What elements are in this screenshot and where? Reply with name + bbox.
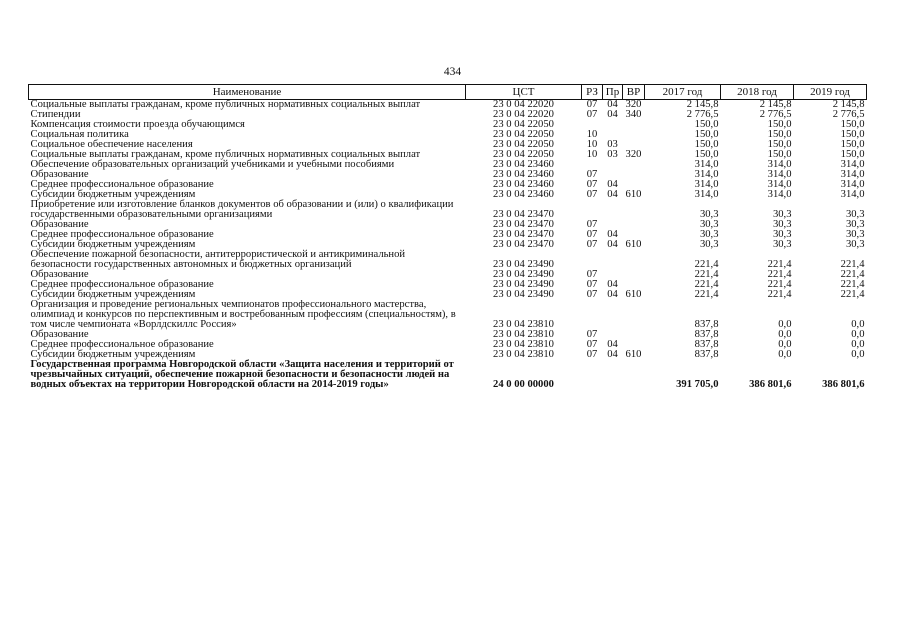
header-2017: 2017 год — [645, 85, 721, 100]
cell-name: Обеспечение образовательных организаций учебниками и учебными пособиями — [30, 159, 395, 170]
cell-name: Среднее профессиональное образование — [30, 339, 214, 350]
cell-pr — [603, 360, 623, 390]
cell-pr — [603, 300, 623, 330]
budget-table — [28, 84, 867, 390]
cell-pr — [603, 120, 623, 130]
cell-pr: 04 — [607, 289, 618, 300]
cell-2018: 30,3 — [772, 219, 792, 230]
cell-vr: 610 — [625, 289, 642, 300]
cell-2018: 0,0 — [778, 349, 792, 360]
cell-cst: 23 0 04 23810 — [493, 339, 554, 350]
cell-2017: 221,4 — [694, 279, 719, 290]
cell-2017: 150,0 — [694, 129, 719, 140]
cell-cst: 23 0 04 22050 — [493, 139, 554, 150]
cell-pr: 03 — [607, 149, 618, 160]
header-cst: ЦСТ — [466, 85, 582, 100]
cell-name: Субсидии бюджетным учреждениям — [30, 239, 196, 250]
cell-2018: 150,0 — [767, 119, 792, 130]
cell-vr: 340 — [625, 109, 642, 120]
cell-cst: 23 0 04 22020 — [493, 99, 554, 110]
cell-2017: 150,0 — [694, 139, 719, 150]
cell-2017: 837,8 — [694, 349, 719, 360]
cell-vr: 610 — [625, 349, 642, 360]
cell-2018: 221,4 — [767, 269, 792, 280]
cell-2019: 221,4 — [840, 269, 865, 280]
cell-rz: 07 — [586, 99, 598, 110]
cell-2019: 30,3 — [845, 229, 865, 240]
cell-2017: 2 776,5 — [686, 109, 719, 120]
cell-2018: 314,0 — [767, 159, 792, 170]
cell-vr — [623, 330, 645, 340]
cell-cst: 23 0 04 22050 — [493, 149, 554, 160]
cell-2019: 221,4 — [840, 259, 865, 270]
cell-2018: 221,4 — [767, 259, 792, 270]
cell-2018: 386 801,6 — [749, 379, 792, 390]
cell-pr: 04 — [607, 99, 618, 110]
cell-name: Компенсация стоимости проезда обучающимся — [30, 119, 245, 130]
cell-name: Социальное обеспечение населения — [30, 139, 193, 150]
cell-cst: 23 0 04 23490 — [493, 279, 554, 290]
cell-2019: 150,0 — [840, 119, 865, 130]
cell-cst: 23 0 04 22050 — [493, 119, 554, 130]
cell-2019: 314,0 — [840, 179, 865, 190]
cell-cst: 23 0 04 23470 — [493, 239, 554, 250]
cell-2017: 314,0 — [694, 159, 719, 170]
cell-name: Среднее профессиональное образование — [30, 229, 214, 240]
cell-name: Субсидии бюджетным учреждениям — [30, 289, 196, 300]
cell-vr — [623, 160, 645, 170]
header-rz: РЗ — [582, 85, 603, 100]
cell-vr — [623, 220, 645, 230]
table-row — [29, 100, 867, 111]
page-number: 434 — [443, 66, 462, 78]
cell-cst: 23 0 04 23810 — [493, 349, 554, 360]
cell-2018: 2 776,5 — [759, 109, 792, 120]
cell-rz: 07 — [586, 179, 598, 190]
header-vr: ВР — [623, 85, 645, 100]
cell-rz: 07 — [586, 269, 598, 280]
header-row — [29, 85, 867, 100]
table-row — [29, 250, 867, 270]
cell-rz: 07 — [586, 289, 598, 300]
cell-2019: 2 776,5 — [832, 109, 865, 120]
cell-2019: 221,4 — [840, 289, 865, 300]
cell-name: Социальные выплаты гражданам, кроме публичных нормативных социальных выплат — [30, 99, 421, 110]
cell-rz: 07 — [586, 169, 598, 180]
table-row — [29, 200, 867, 220]
cell-vr — [623, 170, 645, 180]
cell-name: Приобретение или изготовление бланков документов об образовании и (или) о квалификации государственными образовательными организациями — [30, 199, 454, 220]
table-header — [29, 85, 867, 100]
cell-rz: 07 — [586, 109, 598, 120]
cell-cst: 23 0 04 23810 — [493, 319, 554, 330]
cell-2019: 314,0 — [840, 189, 865, 200]
cell-name: Социальные выплаты гражданам, кроме публичных нормативных социальных выплат — [30, 149, 421, 160]
cell-vr — [623, 250, 645, 270]
cell-rz — [582, 300, 603, 330]
cell-cst: 23 0 04 23460 — [493, 179, 554, 190]
cell-cst: 23 0 04 23490 — [493, 269, 554, 280]
cell-vr — [623, 360, 645, 390]
cell-name: Организация и проведение региональных чемпионатов профессионального мастерства, олимпиад и конкурсов по перспективным и востребованным профессиям (специальностям), в том числе чемпионата «Ворлдскиллс Россия» — [30, 299, 456, 330]
cell-2017: 30,3 — [699, 239, 719, 250]
cell-cst: 23 0 04 23460 — [493, 189, 554, 200]
cell-2018: 30,3 — [772, 239, 792, 250]
cell-rz — [582, 250, 603, 270]
cell-vr: 610 — [625, 239, 642, 250]
cell-name: Среднее профессиональное образование — [30, 279, 214, 290]
cell-pr: 04 — [607, 349, 618, 360]
cell-name: Образование — [30, 169, 89, 180]
cell-pr: 04 — [607, 189, 618, 200]
cell-cst: 23 0 04 23470 — [493, 219, 554, 230]
cell-2019: 150,0 — [840, 149, 865, 160]
cell-2017: 150,0 — [694, 149, 719, 160]
cell-pr: 04 — [607, 239, 618, 250]
cell-name: Субсидии бюджетным учреждениям — [30, 349, 196, 360]
cell-cst: 24 0 00 00000 — [493, 379, 554, 390]
cell-name: Государственная программа Новгородской области «Защита населения и территорий от чрезвычайных ситуаций, обеспечение пожарной безопасности и безопасности людей на водных объектах на территории Новгородской области на 2014-2019 годы» — [30, 359, 454, 390]
cell-pr — [603, 250, 623, 270]
table-row — [29, 120, 867, 130]
cell-2017: 30,3 — [699, 229, 719, 240]
cell-2018: 0,0 — [778, 339, 792, 350]
cell-2019: 0,0 — [851, 339, 865, 350]
cell-vr — [623, 130, 645, 140]
cell-name: Образование — [30, 219, 89, 230]
table-row — [29, 160, 867, 170]
cell-2018: 314,0 — [767, 189, 792, 200]
cell-2017: 314,0 — [694, 169, 719, 180]
cell-2018: 0,0 — [778, 319, 792, 330]
cell-vr — [623, 200, 645, 220]
cell-2017: 314,0 — [694, 179, 719, 190]
table-row — [29, 300, 867, 330]
cell-2018: 30,3 — [772, 229, 792, 240]
cell-cst: 23 0 04 22050 — [493, 129, 554, 140]
cell-name: Субсидии бюджетным учреждениям — [30, 189, 196, 200]
cell-2019: 30,3 — [845, 219, 865, 230]
cell-2018: 314,0 — [767, 179, 792, 190]
cell-2019: 221,4 — [840, 279, 865, 290]
cell-name: Образование — [30, 329, 89, 340]
cell-pr: 04 — [607, 179, 618, 190]
cell-rz: 07 — [586, 349, 598, 360]
cell-pr: 03 — [607, 139, 618, 150]
cell-2019: 0,0 — [851, 319, 865, 330]
cell-2019: 386 801,6 — [822, 379, 865, 390]
cell-pr: 04 — [607, 229, 618, 240]
cell-rz: 07 — [586, 329, 598, 340]
cell-vr: 610 — [625, 189, 642, 200]
cell-2019: 314,0 — [840, 159, 865, 170]
cell-rz: 07 — [586, 189, 598, 200]
cell-2019: 0,0 — [851, 329, 865, 340]
cell-2018: 0,0 — [778, 329, 792, 340]
cell-2019: 150,0 — [840, 129, 865, 140]
cell-2018: 221,4 — [767, 289, 792, 300]
cell-2018: 150,0 — [767, 149, 792, 160]
cell-2018: 150,0 — [767, 129, 792, 140]
cell-vr — [623, 300, 645, 330]
cell-vr — [623, 270, 645, 280]
cell-name: Обеспечение пожарной безопасности, антитеррористической и антикриминальной безопасности государственных автономных и бюджетных организаций — [30, 249, 406, 270]
cell-cst: 23 0 04 23460 — [493, 169, 554, 180]
cell-2018: 150,0 — [767, 139, 792, 150]
cell-cst: 23 0 04 23490 — [493, 259, 554, 270]
cell-rz: 10 — [586, 149, 598, 160]
cell-2017: 837,8 — [694, 319, 719, 330]
cell-name: Среднее профессиональное образование — [30, 179, 214, 190]
cell-2017: 837,8 — [694, 329, 719, 340]
cell-2019: 30,3 — [845, 239, 865, 250]
cell-rz: 07 — [586, 339, 598, 350]
cell-cst: 23 0 04 23810 — [493, 329, 554, 340]
cell-2017: 150,0 — [694, 119, 719, 130]
cell-cst: 23 0 04 23460 — [493, 159, 554, 170]
cell-2017: 837,8 — [694, 339, 719, 350]
cell-2017: 221,4 — [694, 259, 719, 270]
cell-pr: 04 — [607, 279, 618, 290]
cell-cst: 23 0 04 23470 — [493, 209, 554, 220]
cell-rz: 10 — [586, 129, 598, 140]
cell-2019: 0,0 — [851, 349, 865, 360]
cell-pr: 04 — [607, 109, 618, 120]
cell-2017: 2 145,8 — [686, 99, 719, 110]
cell-rz: 07 — [586, 219, 598, 230]
header-pr: Пр — [603, 85, 623, 100]
cell-rz — [582, 360, 603, 390]
cell-2019: 2 145,8 — [832, 99, 865, 110]
cell-vr: 320 — [625, 99, 642, 110]
cell-name: Стипендии — [30, 109, 81, 120]
cell-2017: 30,3 — [699, 219, 719, 230]
cell-2017: 391 705,0 — [676, 379, 719, 390]
cell-name: Образование — [30, 269, 89, 280]
cell-rz: 07 — [586, 239, 598, 250]
cell-2018: 30,3 — [772, 209, 792, 220]
cell-2018: 314,0 — [767, 169, 792, 180]
cell-pr — [603, 200, 623, 220]
cell-rz — [582, 200, 603, 220]
cell-2017: 30,3 — [699, 209, 719, 220]
cell-pr: 04 — [607, 339, 618, 350]
cell-name: Социальная политика — [30, 129, 129, 140]
header-name: Наименование — [29, 85, 466, 100]
cell-vr — [623, 120, 645, 130]
cell-2019: 314,0 — [840, 169, 865, 180]
cell-cst: 23 0 04 23470 — [493, 229, 554, 240]
table-row — [29, 360, 867, 390]
cell-2017: 221,4 — [694, 289, 719, 300]
cell-2017: 314,0 — [694, 189, 719, 200]
table-body — [29, 100, 867, 391]
cell-rz: 10 — [586, 139, 598, 150]
cell-2019: 30,3 — [845, 209, 865, 220]
cell-2019: 150,0 — [840, 139, 865, 150]
cell-vr: 320 — [625, 149, 642, 160]
cell-rz: 07 — [586, 229, 598, 240]
cell-2018: 221,4 — [767, 279, 792, 290]
cell-2018: 2 145,8 — [759, 99, 792, 110]
cell-rz: 07 — [586, 279, 598, 290]
cell-cst: 23 0 04 23490 — [493, 289, 554, 300]
cell-2017: 221,4 — [694, 269, 719, 280]
cell-cst: 23 0 04 22020 — [493, 109, 554, 120]
header-2018: 2018 год — [721, 85, 794, 100]
header-2019: 2019 год — [794, 85, 867, 100]
cell-pr — [603, 160, 623, 170]
